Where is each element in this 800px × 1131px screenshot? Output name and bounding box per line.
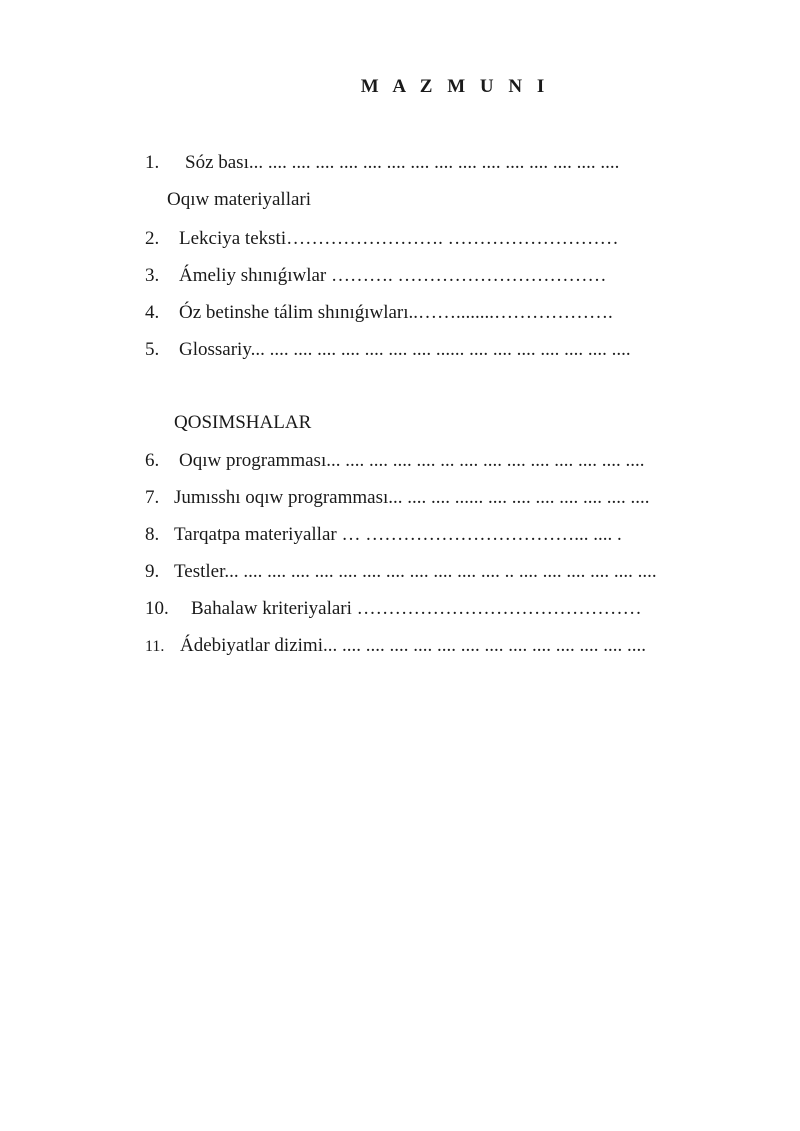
toc-item-1 xyxy=(145,151,619,175)
toc-item-text: Óz betinshe tálim shınıǵıwları..……........………………. xyxy=(179,302,613,323)
toc-item-4 xyxy=(145,301,613,325)
toc-item-3 xyxy=(145,264,606,288)
toc-item-6 xyxy=(145,449,644,473)
toc-item-text: Jumısshı oqıw programması... .... .... ...... .... .... .... .... .... .... .... xyxy=(174,487,650,508)
toc-item-10 xyxy=(145,597,642,621)
toc-item-number: 6. xyxy=(145,450,160,471)
toc-item-number: 3. xyxy=(145,265,160,286)
toc-item-number: 9. xyxy=(145,561,160,582)
toc-item-text: Tarqatpa materiyallar … ……………………………... .... . xyxy=(174,524,622,545)
toc-item-number: 5. xyxy=(145,339,160,360)
toc-item-text: Glossariy... .... .... .... .... .... .... .... ...... .... .... .... .... .... .... .... xyxy=(179,339,631,360)
toc-item-text: Oqıw programması... .... .... .... .... ... .... .... .... .... .... .... .... .... xyxy=(179,450,645,471)
toc-item-text: Oqıw materiyallari xyxy=(167,189,312,210)
toc-item-text: Bahalaw kriteriyalari ……………………………………… xyxy=(191,598,642,619)
toc-item-9 xyxy=(145,560,657,584)
toc-item-number: 7. xyxy=(145,487,160,508)
toc-item-number: 11. xyxy=(145,638,165,655)
toc-appendix-heading xyxy=(174,411,311,435)
toc-item-7 xyxy=(145,486,650,510)
toc-item-number: 1. xyxy=(145,152,160,173)
toc-item-text: Testler... .... .... .... .... .... .... .... .... .... .... .... .. .... .... .... .... .... .... xyxy=(174,561,657,582)
toc-item-number: 10. xyxy=(145,598,169,619)
toc-item-text: Ámeliy shınıǵıwlar ………. …………………………… xyxy=(179,265,607,286)
toc-item-number: 8. xyxy=(145,524,160,545)
toc-item-8 xyxy=(145,523,622,547)
toc-item-5 xyxy=(145,338,631,362)
toc-item-11 xyxy=(145,634,646,659)
toc-item-number: 4. xyxy=(145,302,160,323)
toc-section-heading xyxy=(167,188,311,212)
toc-item-text: Lekciya teksti……………………. ……………………… xyxy=(179,228,619,249)
toc-item-text: Sóz bası... .... .... .... .... .... .... .... .... .... .... .... .... .... .... .... xyxy=(185,152,620,173)
toc-item-text: QOSIMSHALAR xyxy=(174,412,312,433)
toc-item-text: Ádebiyatlar dizimi... .... .... .... .... .... .... .... .... .... .... .... .... .... xyxy=(180,635,646,656)
toc-item-number: 2. xyxy=(145,228,160,249)
page-title: M A Z M U N I xyxy=(360,76,550,97)
toc-item-2 xyxy=(145,227,619,251)
